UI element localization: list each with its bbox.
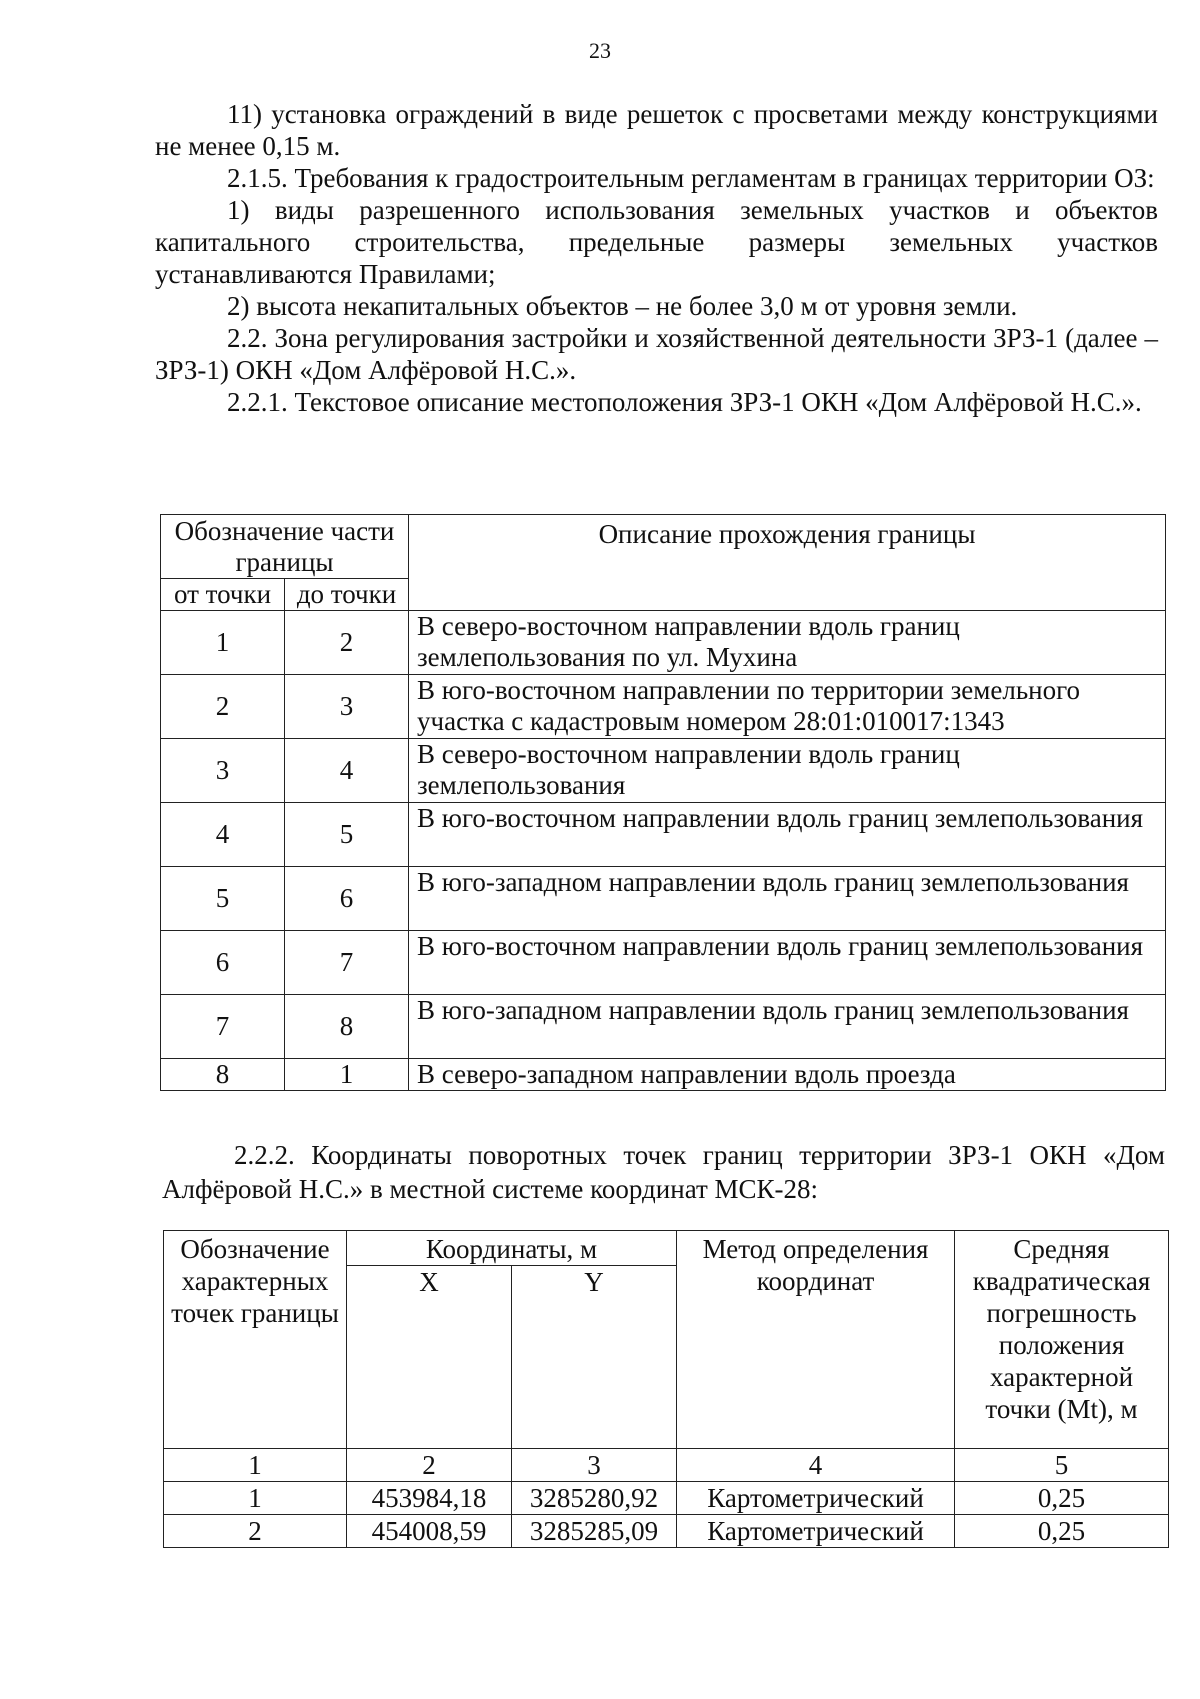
header-point: Обозначение характерных точек границы	[164, 1231, 347, 1449]
coord-x: 453984,18	[347, 1482, 512, 1515]
coord-y: 3285285,09	[512, 1515, 677, 1548]
header-method: Метод определения координат	[677, 1231, 955, 1449]
header-coords: Координаты, м	[347, 1231, 677, 1266]
page-number: 23	[589, 38, 611, 63]
header-part: Обозначение части границы	[161, 515, 409, 579]
header-desc: Описание прохождения границы	[409, 515, 1166, 611]
boundary-description: В северо-восточном направлении вдоль границ землепользования по ул. Мухина	[409, 611, 1166, 675]
column-numbers-row	[164, 1449, 1169, 1482]
from-point: 8	[161, 1059, 285, 1091]
error: 0,25	[955, 1515, 1169, 1548]
header-y: Y	[512, 1266, 677, 1449]
header-to: до точки	[285, 579, 409, 611]
to-point: 7	[285, 931, 409, 995]
from-point: 7	[161, 995, 285, 1059]
paragraph: 2) высота некапитальных объектов – не более 3,0 м от уровня земли.	[227, 291, 1018, 321]
header-x: X	[347, 1266, 512, 1449]
boundary-description: В юго-западном направлении вдоль границ землепользования	[409, 867, 1166, 931]
column-number: 4	[677, 1449, 955, 1482]
point-id: 2	[164, 1515, 347, 1548]
paragraph: 11) установка ограждений в виде решеток с просветами между конструкциями не менее 0,15 м.	[155, 99, 1158, 161]
from-point: 3	[161, 739, 285, 803]
body-text	[155, 98, 1158, 418]
from-point: 6	[161, 931, 285, 995]
paragraph: 1) виды разрешенного использования земельных участков и объектов капитального строительства, предельные размеры земельных участков устанавливаются Правилами;	[155, 195, 1158, 289]
table-row	[161, 995, 1166, 1059]
from-point: 4	[161, 803, 285, 867]
from-point: 5	[161, 867, 285, 931]
coordinates-table	[163, 1230, 1169, 1548]
column-number: 5	[955, 1449, 1169, 1482]
from-point: 2	[161, 675, 285, 739]
boundary-description: В юго-восточном направлении по территории земельного участка с кадастровым номером 28:01:010017:1343	[409, 675, 1166, 739]
table-row	[161, 931, 1166, 995]
boundary-description: В северо-восточном направлении вдоль границ землепользования	[409, 739, 1166, 803]
from-point: 1	[161, 611, 285, 675]
coords-heading: 2.2.2. Координаты поворотных точек границ территории ЗРЗ-1 ОКН «Дом Алфёровой Н.С.» в местной системе координат МСК-28:	[162, 1140, 1165, 1204]
coords-heading-block	[162, 1138, 1165, 1206]
coord-y: 3285280,92	[512, 1482, 677, 1515]
column-number: 3	[512, 1449, 677, 1482]
paragraph: 2.2. Зона регулирования застройки и хозяйственной деятельности ЗРЗ-1 (далее – ЗРЗ-1) ОКН «Дом Алфёровой Н.С.».	[155, 323, 1158, 385]
table-row	[161, 1059, 1166, 1091]
boundary-description: В северо-западном направлении вдоль проезда	[409, 1059, 1166, 1091]
point-id: 1	[164, 1482, 347, 1515]
column-number: 2	[347, 1449, 512, 1482]
to-point: 5	[285, 803, 409, 867]
to-point: 4	[285, 739, 409, 803]
table-row	[161, 611, 1166, 675]
boundary-description: В юго-восточном направлении вдоль границ землепользования	[409, 803, 1166, 867]
error: 0,25	[955, 1482, 1169, 1515]
to-point: 6	[285, 867, 409, 931]
header-from: от точки	[161, 579, 285, 611]
table-row	[161, 675, 1166, 739]
to-point: 8	[285, 995, 409, 1059]
coord-x: 454008,59	[347, 1515, 512, 1548]
paragraph: 2.2.1. Текстовое описание местоположения ЗРЗ-1 ОКН «Дом Алфёровой Н.С.».	[227, 387, 1142, 417]
column-number: 1	[164, 1449, 347, 1482]
table-row	[164, 1482, 1169, 1515]
table-row	[161, 739, 1166, 803]
table-row	[164, 1515, 1169, 1548]
table-row	[161, 867, 1166, 931]
boundary-table	[160, 514, 1166, 1091]
to-point: 2	[285, 611, 409, 675]
header-error: Средняя квадратическая погрешность положения характерной точки (Mt), м	[955, 1231, 1169, 1449]
paragraph: 2.1.5. Требования к градостроительным регламентам в границах территории ОЗ:	[227, 163, 1155, 193]
boundary-description: В юго-восточном направлении вдоль границ землепользования	[409, 931, 1166, 995]
to-point: 3	[285, 675, 409, 739]
table-row	[161, 803, 1166, 867]
method: Картометрический	[677, 1482, 955, 1515]
boundary-description: В юго-западном направлении вдоль границ землепользования	[409, 995, 1166, 1059]
method: Картометрический	[677, 1515, 955, 1548]
to-point: 1	[285, 1059, 409, 1091]
